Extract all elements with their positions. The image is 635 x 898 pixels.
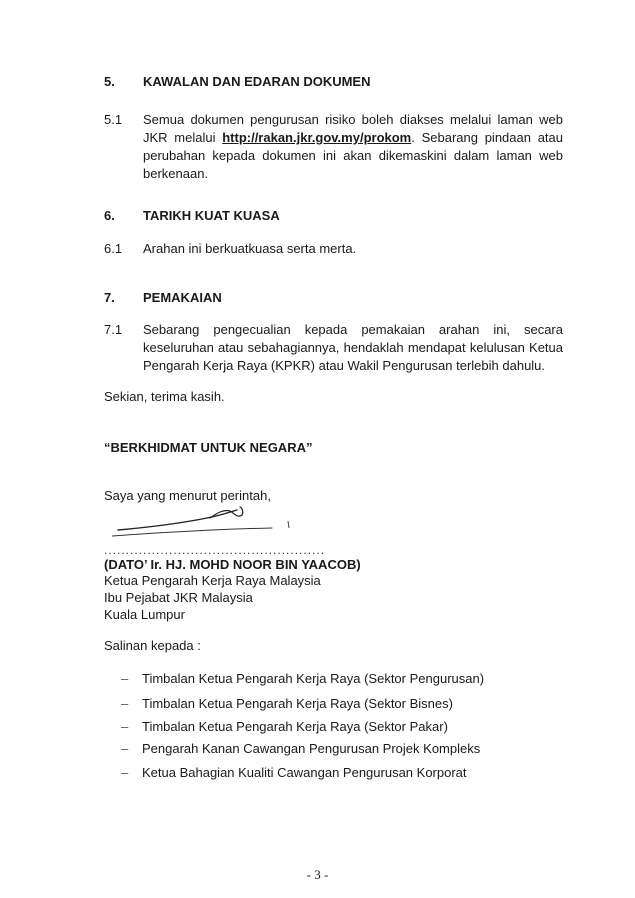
copy-recipient: Timbalan Ketua Pengarah Kerja Raya (Sektor Pakar) xyxy=(142,719,448,734)
signatory-office: Ibu Pejabat JKR Malaysia xyxy=(104,590,253,605)
signoff-text: Saya yang menurut perintah, xyxy=(104,488,271,503)
copy-recipient: Timbalan Ketua Pengarah Kerja Raya (Sektor Bisnes) xyxy=(142,696,453,711)
signatory-name: (DATO’ Ir. HJ. MOHD NOOR BIN YAACOB) xyxy=(104,557,361,572)
copy-recipient: Pengarah Kanan Cawangan Pengurusan Projek Kompleks xyxy=(142,741,481,756)
signatory-city: Kuala Lumpur xyxy=(104,607,185,622)
closing-text: Sekian, terima kasih. xyxy=(104,389,225,404)
page-number: - 3 - xyxy=(306,867,329,882)
section-6-number: 6. xyxy=(104,208,115,223)
copy-list-item xyxy=(121,695,453,713)
copy-recipient: Timbalan Ketua Pengarah Kerja Raya (Sektor Pengurusan) xyxy=(142,671,485,686)
item-6-1-number: 6.1 xyxy=(104,241,123,256)
section-7-number: 7. xyxy=(104,290,115,305)
motto: “BERKHIDMAT UNTUK NEGARA” xyxy=(104,440,313,455)
prokom-link[interactable]: http://rakan.jkr.gov.my/prokom xyxy=(222,130,412,145)
copy-list-item xyxy=(121,670,485,688)
list-dash: – xyxy=(121,765,129,780)
item-5-1-number: 5.1 xyxy=(104,112,123,127)
item-5-1-text-before-link: Semua dokumen pengurusan risiko boleh diakses melalui laman web JKR melalui xyxy=(143,112,563,145)
list-dash: – xyxy=(121,719,129,734)
section-5-title: KAWALAN DAN EDARAN DOKUMEN xyxy=(143,74,371,89)
signatory-title: Ketua Pengarah Kerja Raya Malaysia xyxy=(104,573,321,588)
copy-recipient: Ketua Bahagian Kualiti Cawangan Pengurusan Korporat xyxy=(142,765,467,780)
section-7-title: PEMAKAIAN xyxy=(143,290,222,305)
list-dash: – xyxy=(121,671,129,686)
copy-list-item xyxy=(121,764,467,782)
list-dash: – xyxy=(121,696,129,711)
section-6-title: TARIKH KUAT KUASA xyxy=(143,208,280,223)
item-5-1-text xyxy=(143,111,563,183)
copy-list-item xyxy=(121,718,448,736)
item-5-1-text-after-link: . Sebarang pindaan atau perubahan kepada dokumen ini akan dikemaskini dalam laman web berkenaan. xyxy=(143,130,564,181)
signature-image xyxy=(112,503,302,543)
section-5-number: 5. xyxy=(104,74,115,89)
copies-label: Salinan kepada : xyxy=(104,638,201,653)
signature-line: ................................................... xyxy=(104,543,326,557)
item-7-1-text: Sebarang pengecualian kepada pemakaian arahan ini, secara keseluruhan atau sebahagiannya, hendaklah mendapat kelulusan Ketua Pengarah Kerja Raya (KPKR) atau Wakil Pengurusan terlebih dahulu. xyxy=(143,322,563,373)
item-6-1-text: Arahan ini berkuatkuasa serta merta. xyxy=(143,241,357,256)
copy-list-item xyxy=(121,740,481,758)
list-dash: – xyxy=(121,741,129,756)
item-7-1-number: 7.1 xyxy=(104,322,123,337)
